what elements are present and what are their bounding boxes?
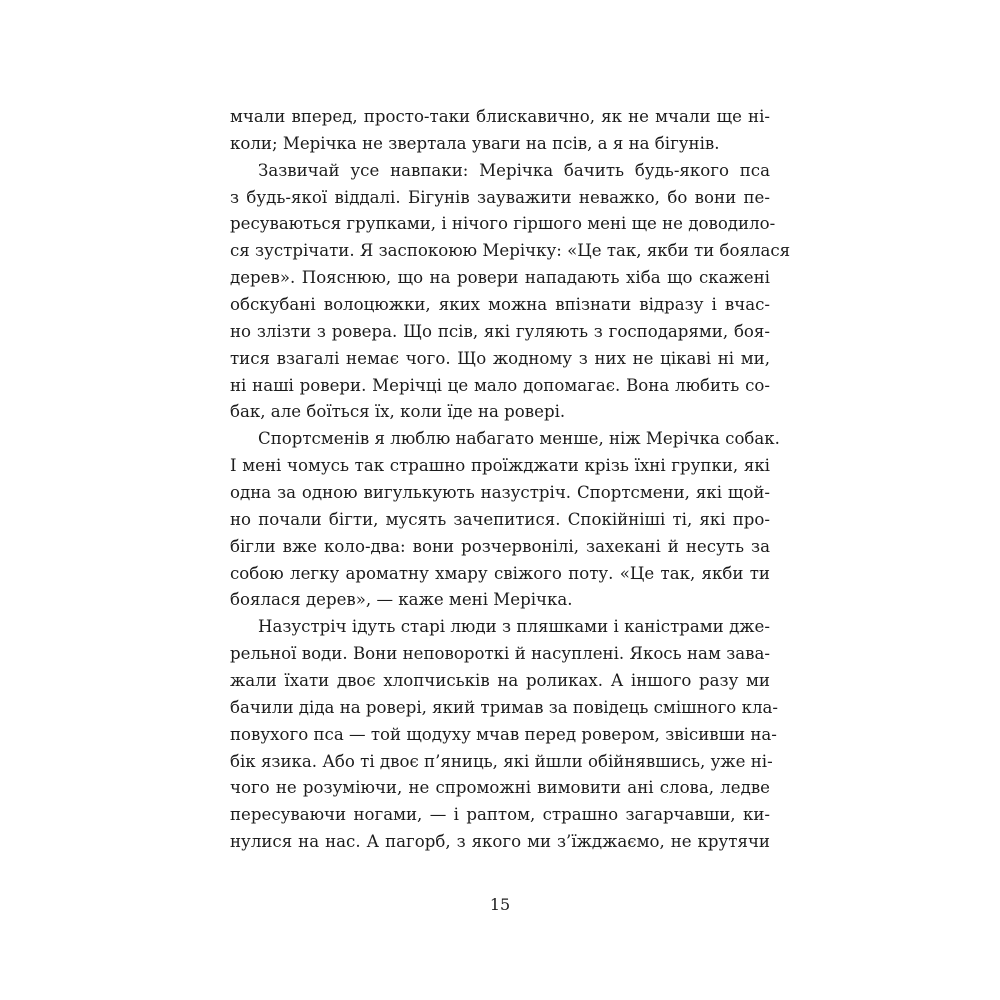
text-line: бак, але боїться їх, коли їде на ровері. [230, 402, 566, 422]
text-line: І мені чомусь так страшно проїжджати крізь їхні групки, які [230, 456, 770, 476]
text-line: но злізти з ровера. Що псів, які гуляють з господарями, боя- [230, 321, 770, 341]
text-line: дерев». Пояснюю, що на ровери нападають хіба що скажені [230, 268, 770, 288]
page-number: 15 [489, 895, 511, 914]
text-line: бачили діда на ровері, який тримав за повідець смішного кла- [230, 697, 778, 717]
page-text [230, 104, 791, 856]
text-line: Зазвичай усе навпаки: Мерічка бачить будь-якого пса [258, 160, 770, 180]
text-line: ся зустрічати. Я заспокоюю Мерічку: «Це так, якби ти боялася [230, 241, 791, 261]
text-line: пересуваючи ногами, — і раптом, страшно загарчавши, ки- [230, 805, 770, 825]
text-line: чого не розуміючи, не спроможні вимовити ані слова, ледве [230, 778, 770, 798]
text-line: бігли вже коло-два: вони розчервонілі, захекані й несуть за [230, 536, 770, 556]
text-line: повухого пса — той щодуху мчав перед ровером, звісивши на- [230, 724, 777, 744]
text-line: тися взагалі немає чого. Що жодному з них не цікаві ні ми, [230, 348, 770, 368]
text-line: но почали бігти, мусять зачепитися. Спокійніші ті, які про- [230, 509, 770, 529]
text-line: собою легку ароматну хмару свіжого поту. «Це так, якби ти [230, 563, 770, 583]
text-line: нулися на нас. А пагорб, з якого ми з’їжджаємо, не крутячи [230, 832, 770, 852]
text-line: бік язика. Або ті двоє п’яниць, які йшли обійнявшись, уже ні- [230, 751, 773, 771]
text-line: Назустріч ідуть старі люди з пляшками і каністрами дже- [258, 617, 770, 637]
text-line: обскубані волоцюжки, яких можна впізнати відразу і вчас- [230, 295, 770, 315]
text-line: рельної води. Вони неповороткі й насуплені. Якось нам зава- [230, 644, 770, 664]
text-line: мчали вперед, просто-таки блискавично, як не мчали ще ні- [230, 107, 770, 126]
text-line: одна за одною вигулькують назустріч. Спортсмени, які щой- [230, 483, 770, 503]
text-line: боялася дерев», — каже мені Мерічка. [230, 590, 573, 610]
text-line: жали їхати двоє хлопчиськів на роликах. А іншого разу ми [230, 671, 770, 691]
text-line: ресуваються групками, і нічого гіршого мені ще не доводило- [230, 214, 776, 234]
text-line: з будь-якої віддалі. Бігунів зауважити неважко, бо вони пе- [230, 187, 770, 207]
text-line: ні наші ровери. Мерічці це мало допомагає. Вона любить со- [230, 375, 770, 395]
text-line: коли; Мерічка не звертала уваги на псів, а я на бігунів. [230, 133, 720, 153]
text-line: Спортсменів я люблю набагато менше, ніж Мерічка собак. [258, 429, 780, 449]
